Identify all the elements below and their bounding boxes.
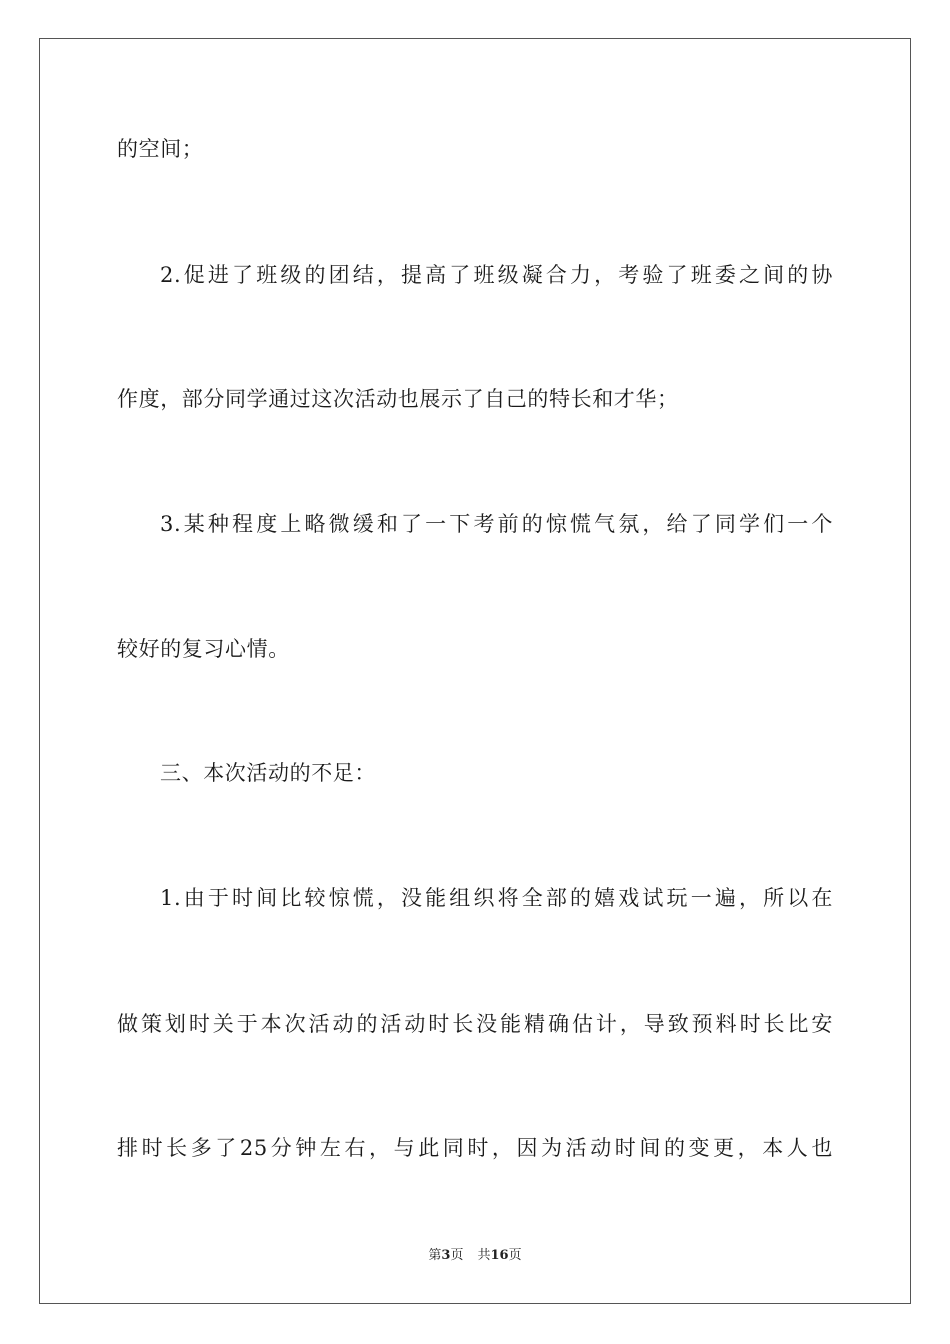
text-line-7: 1.由于时间比较惊慌，没能组织将全部的嬉戏试玩一遍，所以在 (160, 886, 833, 910)
footer-page-current: 3 (441, 1248, 451, 1263)
footer-total-suffix: 页 (508, 1248, 522, 1263)
text-line-4: 3.某种程度上略微缓和了一下考前的惊慌气氛，给了同学们一个 (160, 512, 833, 536)
text-line-3: 作度，部分同学通过这次活动也展示了自己的特长和才华； (117, 387, 679, 411)
page-footer (0, 1247, 950, 1265)
text-line-9: 排时长多了25分钟左右，与此同时，因为活动时间的变更，本人也 (117, 1136, 833, 1160)
text-line-8: 做策划时关于本次活动的活动时长没能精确估计，导致预料时长比安 (117, 1012, 833, 1036)
footer-page-total: 16 (490, 1248, 509, 1263)
text-line-1: 的空间； (117, 137, 204, 161)
text-line-2: 2.促进了班级的团结，提高了班级凝合力，考验了班委之间的协 (160, 263, 833, 287)
footer-page-suffix: 页 (450, 1248, 464, 1263)
section-heading: 三、本次活动的不足： (160, 761, 376, 785)
text-line-5: 较好的复习心情。 (117, 637, 290, 661)
footer-page-prefix: 第 (428, 1248, 442, 1263)
page-border (39, 38, 911, 1304)
footer-total-prefix: 共 (477, 1248, 491, 1263)
